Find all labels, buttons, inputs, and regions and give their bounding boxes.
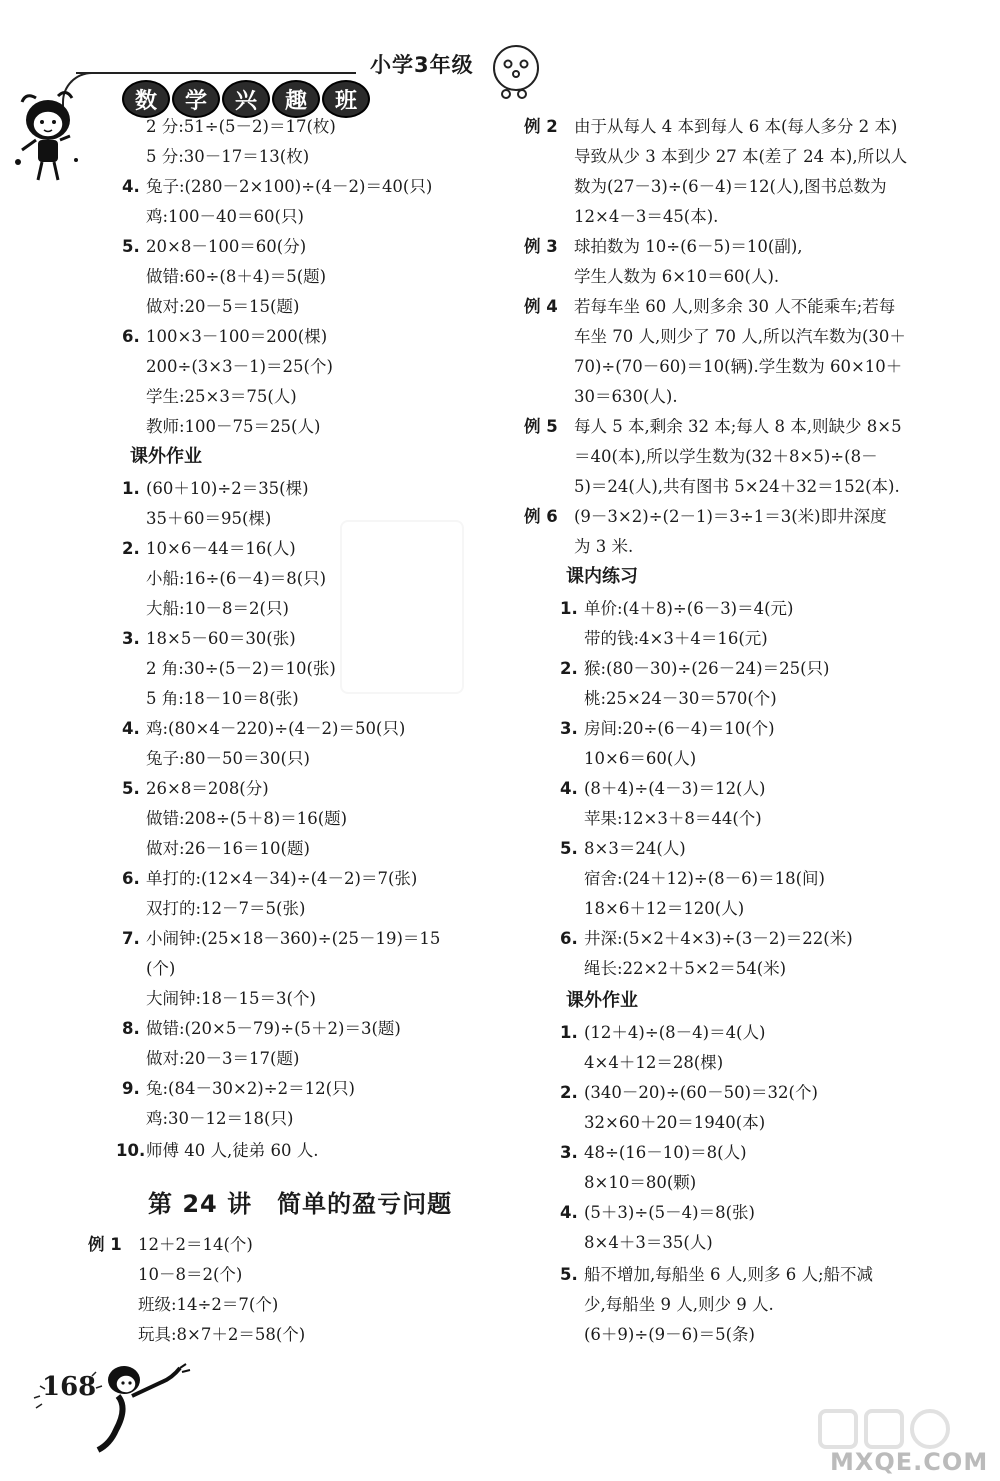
answer-line: 100×3－100＝200(棵): [146, 327, 328, 346]
answer-line: ＝40(本),所以学生数为(32＋8×5)÷(8－: [574, 447, 878, 466]
answer-line: 苹果:12×3＋8＝44(个): [584, 809, 762, 828]
question-number: 1.: [122, 479, 140, 498]
answer-line: 10×6－44＝16(人): [146, 539, 296, 558]
section-title: 课内练习: [566, 566, 638, 587]
answer-line: 宿舍:(24＋12)÷(8－6)＝18(间): [584, 869, 825, 888]
answer-line: 球拍数为 10÷(6－5)＝10(副),: [574, 237, 803, 256]
answer-line: (12＋4)÷(8－4)＝4(人): [584, 1023, 766, 1042]
example-label: 例 2: [524, 117, 558, 136]
title-char: 数: [122, 80, 170, 118]
answer-line: 10×6＝60(人): [584, 749, 697, 768]
title-char: 兴: [222, 80, 270, 118]
answer-line: 小船:16÷(6－4)＝8(只): [146, 569, 327, 588]
answer-line: 教师:100－75＝25(人): [146, 417, 321, 436]
girl-mascot-icon: [88, 1362, 198, 1457]
faint-background-figure: [340, 520, 464, 694]
answer-line: 小闹钟:(25×18－360)÷(25－19)＝15: [146, 929, 441, 948]
answer-line: 若每车坐 60 人,则多余 30 人不能乘车;若每: [574, 297, 896, 316]
question-number: 5.: [122, 237, 140, 256]
answer-line: 70)÷(70－60)＝10(辆).学生数为 60×10＋: [574, 357, 903, 376]
question-number: 1.: [560, 599, 578, 618]
answer-line: 船不增加,每船坐 6 人,则多 6 人;船不减: [584, 1265, 874, 1284]
question-number: 4.: [122, 177, 140, 196]
answer-line: 48÷(16－10)＝8(人): [584, 1143, 747, 1162]
answer-line: 玩具:8×7＋2＝58(个): [138, 1325, 306, 1344]
question-number: 7.: [122, 929, 140, 948]
example-label: 例 5: [524, 417, 558, 436]
answer-line: 做对:20－3＝17(题): [146, 1049, 300, 1068]
answer-line: 200÷(3×3－1)＝25(个): [146, 357, 333, 376]
answer-line: 单打的:(12×4－34)÷(4－2)＝7(张): [146, 869, 418, 888]
answer-line: 20×8－100＝60(分): [146, 237, 307, 256]
question-number: 3.: [560, 719, 578, 738]
answer-line: 大闹钟:18－15＝3(个): [146, 989, 316, 1008]
grade-label: 小学3年级: [370, 53, 474, 77]
answer-line: 师傅 40 人,徒弟 60 人.: [146, 1141, 319, 1160]
answer-line: 桃:25×24－30＝570(个): [584, 689, 777, 708]
question-number: 5.: [560, 1265, 578, 1284]
title-char: 班: [322, 80, 370, 118]
section-title: 课外作业: [130, 446, 202, 467]
answer-line: 兔子:(280－2×100)÷(4－2)＝40(只): [146, 177, 433, 196]
question-number: 6.: [122, 869, 140, 888]
answer-line: 鸡:30－12＝18(只): [146, 1109, 294, 1128]
girl-mascot-icon: [6, 90, 96, 185]
example-label: 例 3: [524, 237, 558, 256]
answer-line: 8×3＝24(人): [584, 839, 686, 858]
answer-line: 5 分:30－17＝13(枚): [146, 147, 310, 166]
answer-line: 单价:(4＋8)÷(6－3)＝4(元): [584, 599, 794, 618]
answer-line: 学生人数为 6×10＝60(人).: [574, 267, 780, 286]
answer-line: 做错:208÷(5＋8)＝16(题): [146, 809, 348, 828]
answer-line: 35＋60＝95(棵): [146, 509, 272, 528]
answer-line: 大船:10－8＝2(只): [146, 599, 289, 618]
question-number: 4.: [560, 779, 578, 798]
question-number: 2.: [560, 1083, 578, 1102]
answer-line: 18×6＋12＝120(人): [584, 899, 745, 918]
answer-line: 车坐 70 人,则少了 70 人,所以汽车数为(30＋: [574, 327, 906, 346]
question-number: 2.: [560, 659, 578, 678]
answer-line: 32×60＋20＝1940(本): [584, 1113, 766, 1132]
answer-line: 做错:60÷(8＋4)＝5(题): [146, 267, 327, 286]
question-number: 5.: [122, 779, 140, 798]
answer-line: (340－20)÷(60－50)＝32(个): [584, 1083, 818, 1102]
answer-line: 18×5－60＝30(张): [146, 629, 296, 648]
answer-line: (6＋9)÷(9－6)＝5(条): [584, 1325, 755, 1344]
answer-line: (9－3×2)÷(2－1)＝3÷1＝3(米)即井深度: [574, 507, 887, 526]
answer-line: 5 角:18－10＝8(张): [146, 689, 299, 708]
answer-line: 双打的:12－7＝5(张): [146, 899, 306, 918]
answer-line: 兔子:80－50＝30(只): [146, 749, 310, 768]
answer-line: 数为(27－3)÷(6－4)＝12(人),图书总数为: [574, 177, 887, 196]
example-label: 例 1: [88, 1235, 122, 1254]
header-rule: [76, 72, 356, 74]
answer-line: 由于从每人 4 本到每人 6 本(每人多分 2 本): [574, 117, 898, 136]
question-number: 3.: [122, 629, 140, 648]
question-number: 3.: [560, 1143, 578, 1162]
title-char: 趣: [272, 80, 320, 118]
question-number: 9.: [122, 1079, 140, 1098]
answer-line: 为 3 米.: [574, 537, 634, 556]
question-number: 4.: [560, 1203, 578, 1222]
section-title: 课外作业: [566, 990, 638, 1011]
answer-line: 猴:(80－30)÷(26－24)＝25(只): [584, 659, 830, 678]
answer-line: 2 分:51÷(5－2)＝17(枚): [146, 117, 336, 136]
answer-line: 做对:20－5＝15(题): [146, 297, 300, 316]
answer-line: 井深:(5×2＋4×3)÷(3－2)＝22(米): [584, 929, 853, 948]
question-number: 4.: [122, 719, 140, 738]
answer-line: 班级:14÷2＝7(个): [138, 1295, 279, 1314]
question-number: 5.: [560, 839, 578, 858]
title-char: 学: [172, 80, 220, 118]
page-header: [0, 0, 1000, 120]
answer-line: 12＋2＝14(个): [138, 1235, 253, 1254]
answer-line: 鸡:100－40＝60(只): [146, 207, 304, 226]
answer-line: 10－8＝2(个): [138, 1265, 243, 1284]
lecture-title: 第 24 讲 简单的盈亏问题: [148, 1190, 453, 1218]
question-number: 1.: [560, 1023, 578, 1042]
answer-line: 兔:(84－30×2)÷2＝12(只): [146, 1079, 355, 1098]
question-number: 6.: [560, 929, 578, 948]
answer-line: 学生:25×3＝75(人): [146, 387, 297, 406]
answer-line: 鸡:(80×4－220)÷(4－2)＝50(只): [146, 719, 406, 738]
answer-line: 带的钱:4×3＋4＝16(元): [584, 629, 768, 648]
answer-line: (个): [146, 959, 176, 978]
question-number: 6.: [122, 327, 140, 346]
answer-line: 26×8＝208(分): [146, 779, 269, 798]
answer-line: 5)＝24(人),共有图书 5×24＋32＝152(本).: [574, 477, 900, 496]
answer-line: 绳长:22×2＋5×2＝54(米): [584, 959, 787, 978]
example-label: 例 6: [524, 507, 558, 526]
example-label: 例 4: [524, 297, 558, 316]
question-number: 8.: [122, 1019, 140, 1038]
watermark-text: MXQE.COM: [830, 1448, 989, 1476]
answer-line: 导致从少 3 本到少 27 本(差了 24 本),所以人: [574, 147, 908, 166]
answer-line: 8×4＋3＝35(人): [584, 1233, 713, 1252]
answer-line: 少,每船坐 9 人,则少 9 人.: [584, 1295, 774, 1314]
answer-line: 每人 5 本,剩余 32 本;每人 8 本,则缺少 8×5: [574, 417, 902, 436]
answer-line: 8×10＝80(颗): [584, 1173, 697, 1192]
answer-line: 做错:(20×5－79)÷(5＋2)＝3(题): [146, 1019, 401, 1038]
answer-line: 做对:26－16＝10(题): [146, 839, 310, 858]
answer-line: 30＝630(人).: [574, 387, 678, 406]
answer-line: (60＋10)÷2＝35(棵): [146, 479, 309, 498]
question-number: 2.: [122, 539, 140, 558]
answer-line: (5＋3)÷(5－4)＝8(张): [584, 1203, 755, 1222]
question-number: 10.: [116, 1141, 146, 1160]
answer-line: 房间:20÷(6－4)＝10(个): [584, 719, 775, 738]
answer-line: 4×4＋12＝28(棵): [584, 1053, 724, 1072]
answer-line: 2 角:30÷(5－2)＝10(张): [146, 659, 336, 678]
page-number: 168: [42, 1372, 97, 1402]
book-title: [122, 80, 370, 118]
cartoon-face-icon: [486, 40, 546, 100]
answer-line: 12×4－3＝45(本).: [574, 207, 719, 226]
answer-line: (8＋4)÷(4－3)＝12(人): [584, 779, 766, 798]
